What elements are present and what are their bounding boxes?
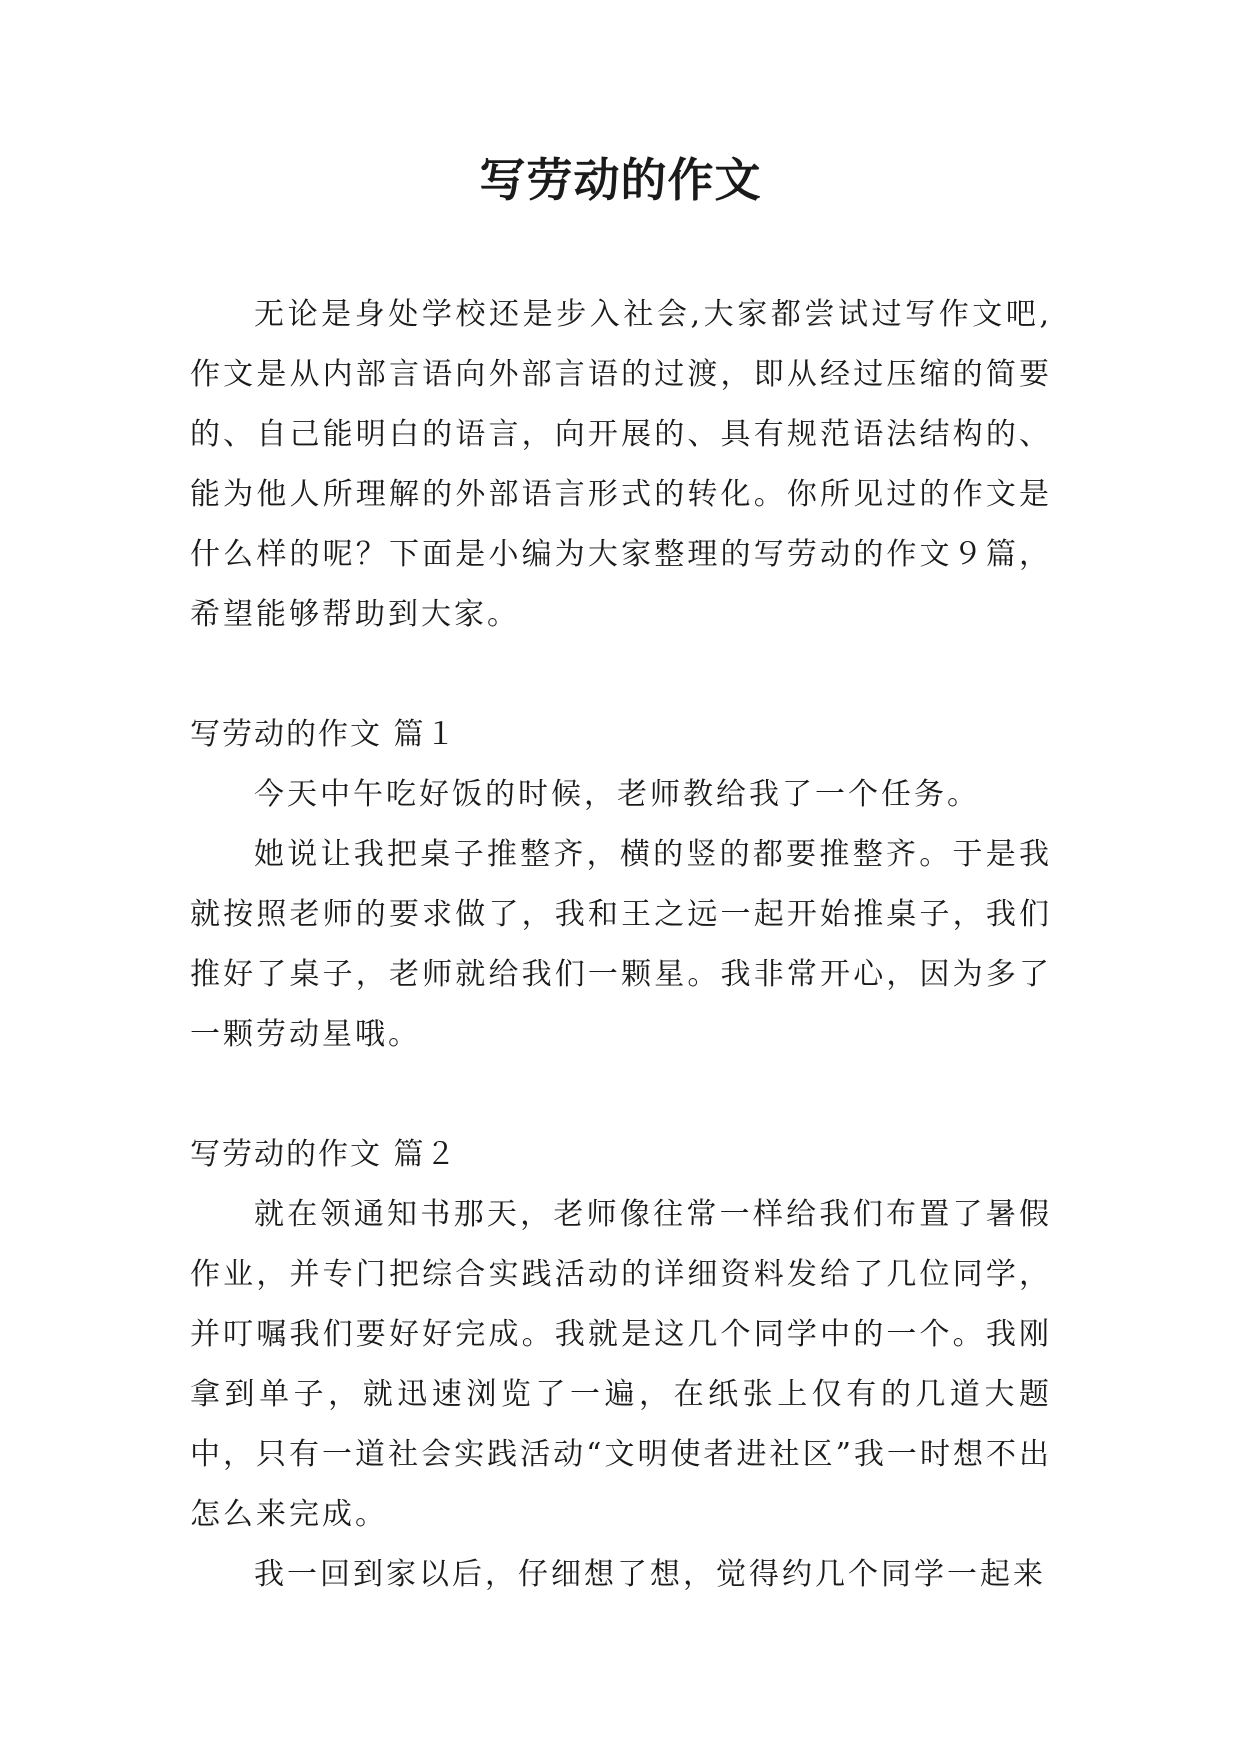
document-title: 写劳动的作文 <box>479 153 762 207</box>
section-heading-2: 写劳动的作文 篇２ <box>190 1137 458 1172</box>
section-1-paragraph-2: 她说让我把桌子推整齐，横的竖的都要推整齐。于是我就按照老师的要求做了，我和王之远一起开始推桌子，我们推好了桌子，老师就给我们一颗星。我非常开心，因为多了一颗劳动星哦。 <box>190 837 1052 1052</box>
section-heading-1: 写劳动的作文 篇１ <box>190 717 458 752</box>
section-1-paragraph-1: 今天中午吃好饭的时候，老师教给我了一个任务。 <box>254 777 980 812</box>
intro-paragraph: 无论是身处学校还是步入社会,大家都尝试过写作文吧,作文是从内部言语向外部言语的过渡，即从经过压缩的简要的、自己能明白的语言，向开展的、具有规范语法结构的、能为他人所理解的外部语言形式的转化。你所见过的作文是什么样的呢？下面是小编为大家整理的写劳动的作文９篇，希望能够帮助到大家。 <box>190 297 1052 632</box>
document-body <box>190 285 1052 1605</box>
section-2-paragraph-1: 就在领通知书那天，老师像往常一样给我们布置了暑假作业，并专门把综合实践活动的详细资料发给了几位同学，并叮嘱我们要好好完成。我就是这几个同学中的一个。我刚拿到单子，就迅速浏览了一遍，在纸张上仅有的几道大题中，只有一道社会实践活动“文明使者进社区”我一时想不出怎么来完成。 <box>190 1197 1052 1532</box>
section-2-paragraph-2: 我一回到家以后，仔细想了想，觉得约几个同学一起来 <box>254 1557 1046 1592</box>
